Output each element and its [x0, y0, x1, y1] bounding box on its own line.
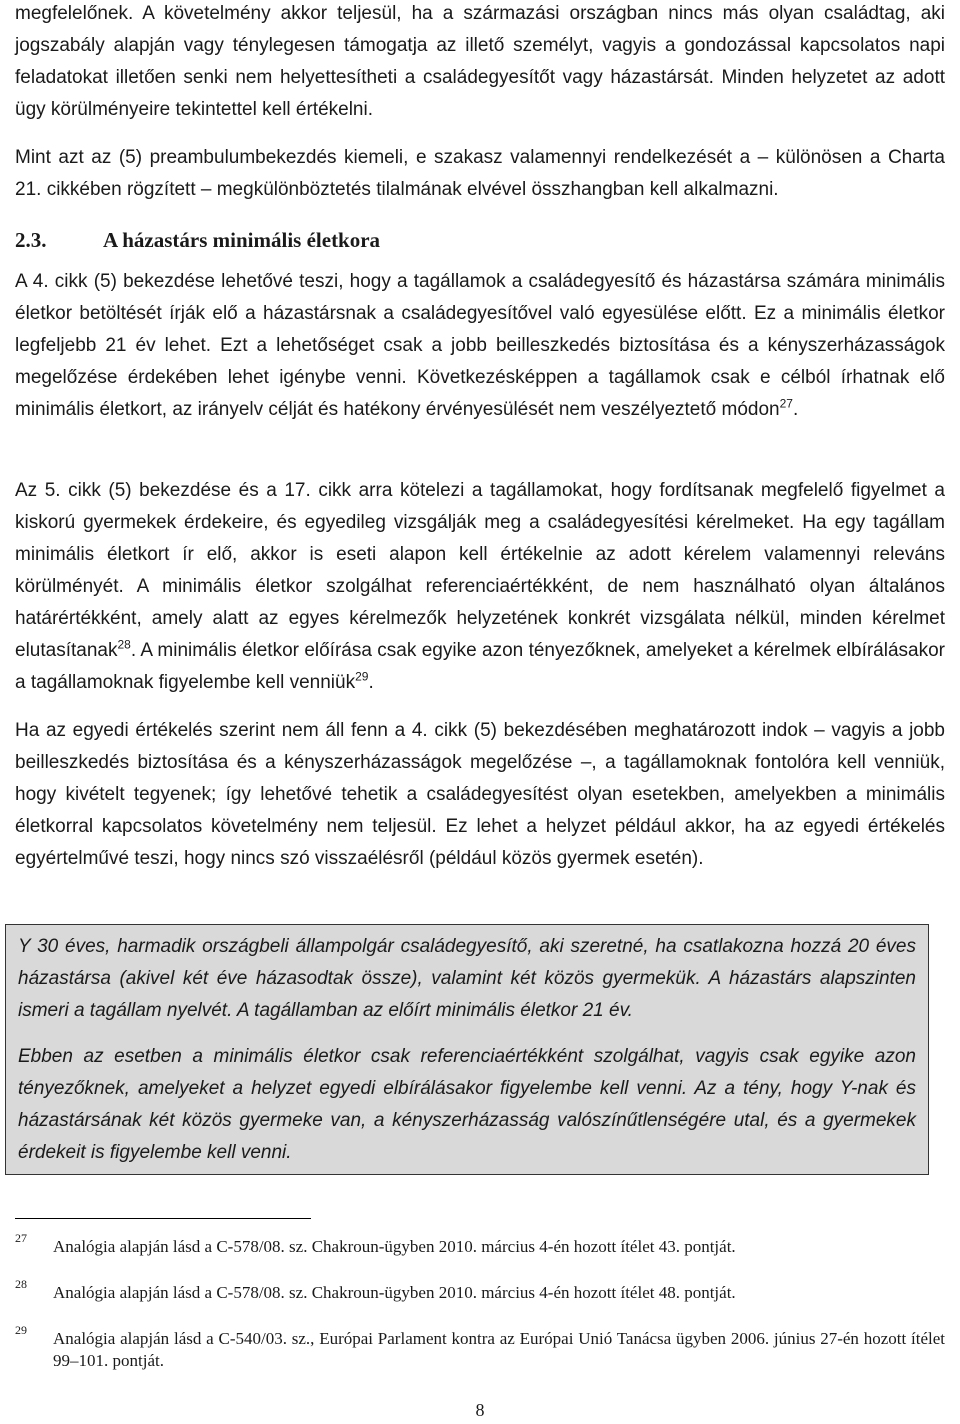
section-title: A házastárs minimális életkora	[103, 228, 381, 252]
footnote-ref-28[interactable]: 28	[117, 637, 131, 652]
footnote-text: Analógia alapján lásd a C-540/03. sz., Európai Parlament kontra az Európai Unió Tanácsa ügyben 2006. június 27-én hozott ítélet 99–101. pontját.	[53, 1329, 945, 1370]
footnote-number: 27	[15, 1231, 27, 1245]
section-number: 2.3.	[15, 228, 47, 252]
footnote-ref-27[interactable]: 27	[779, 396, 793, 411]
footnote-text: Analógia alapján lásd a C-578/08. sz. Chakroun-ügyben 2010. március 4-én hozott ítélet 48. pontját.	[53, 1283, 736, 1302]
paragraph-4: Az 5. cikk (5) bekezdése és a 17. cikk arra kötelezi a tagállamokat, hogy fordítsanak megfelelő figyelmet a kiskorú gyermekek érdekeire, és egyedileg vizsgálják meg a családegyesítési kérelmeket. Ha egy tagállam minimális életkort ír elő, akkor is eseti alapon kell értékelnie az adott kérelem valamennyi releváns körülményét. A minimális életkor szolgálhat referenciaértékként, de nem használható olyan általános határértékként, amely alatt az egyes kérelmezők helyzetének konkrét vizsgálata nélkül, minden kérelmet elutasítanak$^{28}$. A minimális életkor előírása csak egyike azon tényezőknek, amelyeket a kérelmek elbírálásakor a tagállamoknak figyelembe kell venniük$^{29}$.	[15, 480, 945, 693]
example-box	[5, 924, 929, 1175]
paragraph-2: Mint azt az (5) preambulumbekezdés kiemeli, e szakasz valamennyi rendelkezését a – különösen a Charta 21. cikkében rögzített – megkülönböztetés tilalmának elvével összhangban kell alkalmazni.	[15, 147, 945, 200]
paragraph-5: Ha az egyedi értékelés szerint nem áll fenn a 4. cikk (5) bekezdésében meghatározott indok – vagyis a jobb beilleszkedés biztosítása és a kényszerházasságok megelőzése –, a tagállamoknak fontolóra kell venniük, hogy kivételt tegyenek; így lehetővé tehetik a családegyesítést olyan esetekben, amelyekben a minimális életkorral kapcsolatos követelmény nem teljesül. Ez lehet a helyzet például akkor, ha az egyedi értékelés egyértelművé teszi, hogy nincs szó visszaélésről (például közös gyermek esetén).	[15, 720, 945, 869]
example-text-2: Ebben az esetben a minimális életkor csak referenciaértékként szolgálhat, vagyis csak egyike azon tényezőknek, amelyeket a helyzet egyedi elbírálásakor figyelembe kell venni. Az a tény, hogy Y-nak és házastársának két közös gyermeke van, a kényszerházasság valószínűtlenségére utal, és a gyermekek érdekeit is figyelembe kell venni.	[18, 1046, 916, 1163]
page-number: 8	[475, 1400, 485, 1420]
footnote-text: Analógia alapján lásd a C-578/08. sz. Chakroun-ügyben 2010. március 4-én hozott ítélet 43. pontját.	[53, 1237, 736, 1256]
paragraph-3-text: A 4. cikk (5) bekezdése lehetővé teszi, hogy a tagállamok a családegyesítő és házastársa számára minimális életkor betöltését írják elő a házastársnak a családegyesítővel való egyesülése előtt. Ez a minimális életkor legfeljebb 21 év lehet. Ezt a lehetőséget csak a jobb beilleszkedés biztosítása és a kényszerházasságok megelőzése érdekében lehet igénybe venni. Következésképpen a tagállamok csak e célból írhatnak elő minimális életkort, az irányelv célját és hatékony érvényesülését nem veszélyeztető módon	[15, 271, 945, 420]
paragraph-3: A 4. cikk (5) bekezdése lehetővé teszi, hogy a tagállamok a családegyesítő és házastársa számára minimális életkor betöltését írják elő a házastársnak a családegyesítővel való egyesülése előtt. Ez a minimális életkor legfeljebb 21 év lehet. Ezt a lehetőséget csak a jobb beilleszkedés biztosítása és a kényszerházasságok megelőzése érdekében lehet igénybe venni. Következésképpen a tagállamok csak e célból írhatnak elő minimális életkort, az irányelv célját és hatékony érvényesülését nem veszélyeztető módon$^{27}$.	[15, 271, 945, 420]
paragraph-1: megfelelőnek. A követelmény akkor teljesül, ha a származási országban nincs más olyan családtag, aki jogszabály alapján vagy ténylegesen támogatja az illető személyt, vagyis a gondozással kapcsolatos napi feladatokat illetően senki nem helyettesítheti a családegyesítőt vagy házastársát. Minden helyzetet az adott ügy körülményeire tekintettel kell értékelni.	[15, 3, 945, 120]
paragraph-4-text-a: Az 5. cikk (5) bekezdése és a 17. cikk arra kötelezi a tagállamokat, hogy fordítsanak megfelelő figyelmet a kiskorú gyermekek érdekeire, és egyedileg vizsgálják meg a családegyesítési kérelmeket. Ha egy tagállam minimális életkort ír elő, akkor is eseti alapon kell értékelnie az adott kérelem valamennyi releváns körülményét. A minimális életkor szolgálhat referenciaértékként, de nem használható olyan általános határértékként, amely alatt az egyes kérelmezők helyzetének konkrét vizsgálata nélkül, minden kérelmet elutasítanak	[15, 480, 945, 661]
footnote-ref-29[interactable]: 29	[355, 669, 369, 684]
footnote-number: 28	[15, 1277, 27, 1291]
paragraph-4-text-b: . A minimális életkor előírása csak egyike azon tényezőknek, amelyeket a kérelmek elbírálásakor a tagállamoknak figyelembe kell venniük	[15, 640, 945, 693]
footnote-separator	[15, 1218, 311, 1219]
footnote-number: 29	[15, 1323, 27, 1337]
example-text-1: Y 30 éves, harmadik országbeli állampolgár családegyesítő, aki szeretné, ha csatlakozna hozzá 20 éves házastársa (akivel két éve házasodtak össze), valamint két közös gyermekük. A házastárs alapszinten ismeri a tagállam nyelvét. A tagállamban az előírt minimális életkor 21 év.	[18, 936, 916, 1021]
section-heading	[15, 228, 380, 253]
